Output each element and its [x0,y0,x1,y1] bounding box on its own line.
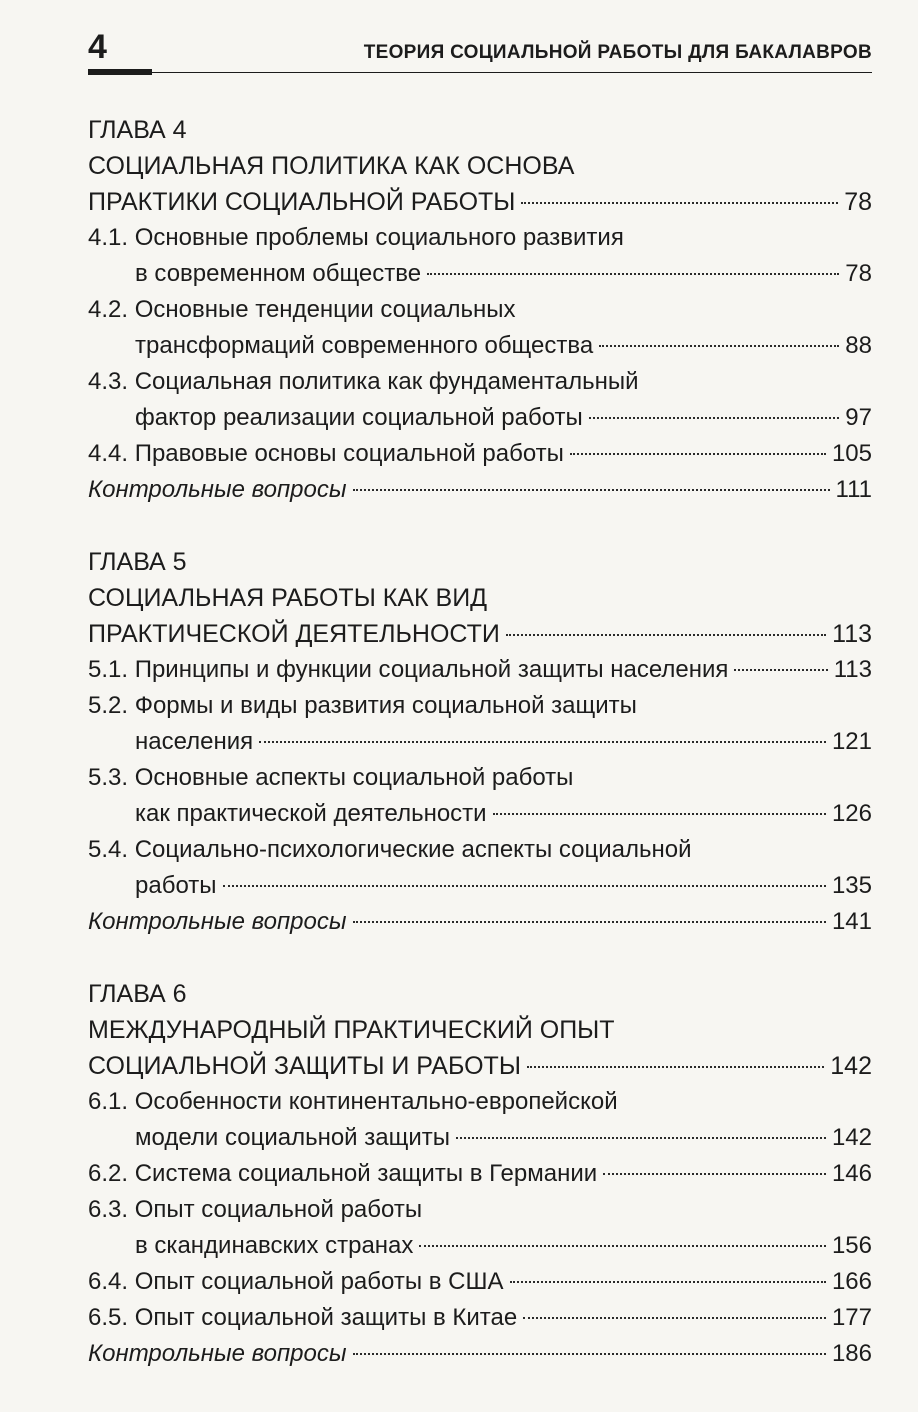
toc-entry-5-2[interactable] [88,688,872,760]
toc-entry-4-4[interactable] [88,436,872,472]
section-title: 6.3. Опыт социальной работы [88,1196,423,1223]
section-title: 6.4. Опыт социальной работы в США [88,1268,504,1295]
page-header [0,0,918,90]
dot-leader [527,1066,824,1068]
section-title-cont: работы [135,872,217,899]
chapter-title-line: ПРАКТИЧЕСКОЙ ДЕЯТЕЛЬНОСТИ [88,620,500,648]
dot-leader [603,1173,826,1175]
section-title-cont: как практической деятельности [135,800,487,827]
page-ref: 78 [845,260,872,287]
page-ref: 142 [831,1124,872,1151]
toc-entry-questions[interactable] [88,1336,872,1372]
dot-leader [599,345,839,347]
section-title: 5.2. Формы и виды развития социальной защиты [88,692,637,719]
dot-leader [510,1281,826,1283]
dot-leader [223,885,826,887]
toc-entry-6-5[interactable] [88,1300,872,1336]
page-ref: 135 [831,872,872,899]
dot-leader [419,1245,826,1247]
page-ref: 166 [831,1268,872,1295]
page-ref: 97 [845,404,872,431]
chapter-label: ГЛАВА 5 [88,548,187,576]
page-ref: 146 [831,1160,872,1187]
dot-leader [353,1353,826,1355]
chapter-title-line: ПРАКТИКИ СОЦИАЛЬНОЙ РАБОТЫ [88,188,516,216]
dot-leader [493,813,826,815]
toc-entry-questions[interactable] [88,472,872,508]
chapter-title-line: СОЦИАЛЬНАЯ РАБОТЫ КАК ВИД [88,584,488,612]
chapter-label: ГЛАВА 4 [88,116,187,144]
toc-entry-4-2[interactable] [88,292,872,364]
chapter-5 [88,544,872,940]
section-title: 4.4. Правовые основы социальной работы [88,440,564,467]
toc-entry-6-4[interactable] [88,1264,872,1300]
section-title: 6.5. Опыт социальной защиты в Китае [88,1304,518,1331]
section-title-cont: в современном обществе [135,260,422,287]
page-ref: 142 [830,1052,872,1080]
dot-leader [523,1317,826,1319]
chapter-6 [88,976,872,1372]
toc-entry-4-1[interactable] [88,220,872,292]
toc-entry-4-3[interactable] [88,364,872,436]
dot-leader [589,417,840,419]
chapter-title-entry[interactable] [88,1048,872,1084]
section-title: 5.3. Основные аспекты социальной работы [88,764,574,791]
section-title-cont: фактор реализации социальной работы [135,404,583,431]
page-ref: 113 [832,620,872,648]
page-ref: 113 [833,656,872,683]
page-ref: 156 [831,1232,872,1259]
page-ref: 121 [831,728,872,755]
toc-entry-5-3[interactable] [88,760,872,832]
page-ref: 88 [845,332,872,359]
section-title-cont: модели социальной защиты [135,1124,450,1151]
questions-label: Контрольные вопросы [88,908,347,935]
chapter-title-line: СОЦИАЛЬНОЙ ЗАЩИТЫ И РАБОТЫ [88,1052,521,1080]
page-ref: 105 [831,440,872,467]
section-title: 5.4. Социально-психологические аспекты социальной [88,836,692,863]
dot-leader [570,453,826,455]
chapter-4 [88,112,872,508]
questions-label: Контрольные вопросы [88,1340,347,1367]
section-title: 6.2. Система социальной защиты в Германии [88,1160,598,1187]
chapter-title-line: СОЦИАЛЬНАЯ ПОЛИТИКА КАК ОСНОВА [88,152,575,180]
section-title-cont: трансформаций современного общества [135,332,594,359]
table-of-contents [88,112,872,1384]
toc-entry-6-2[interactable] [88,1156,872,1192]
section-title: 4.1. Основные проблемы социального развития [88,224,624,251]
page-ref: 78 [844,188,872,216]
dot-leader [427,273,839,275]
dot-leader [734,669,827,671]
dot-leader [353,921,826,923]
section-title: 6.1. Особенности континентально-европейской [88,1088,618,1115]
page-number: 4 [88,28,107,66]
page-ref: 126 [831,800,872,827]
running-title: ТЕОРИЯ СОЦИАЛЬНОЙ РАБОТЫ ДЛЯ БАКАЛАВРОВ [363,42,872,63]
section-title: 4.3. Социальная политика как фундаментальный [88,368,639,395]
dot-leader [456,1137,826,1139]
toc-entry-5-1[interactable] [88,652,872,688]
chapter-title-entry[interactable] [88,184,872,220]
page-ref: 177 [831,1304,872,1331]
section-title: 5.1. Принципы и функции социальной защиты населения [88,656,729,683]
header-rule-thin [152,72,872,73]
chapter-title-line: МЕЖДУНАРОДНЫЙ ПРАКТИЧЕСКИЙ ОПЫТ [88,1016,615,1044]
chapter-label: ГЛАВА 6 [88,980,187,1008]
section-title-cont: в скандинавских странах [135,1232,414,1259]
questions-label: Контрольные вопросы [88,476,347,503]
toc-entry-questions[interactable] [88,904,872,940]
toc-entry-5-4[interactable] [88,832,872,904]
dot-leader [259,741,826,743]
section-title-cont: населения [135,728,254,755]
dot-leader [506,634,826,636]
page-ref: 111 [835,476,872,503]
dot-leader [353,489,830,491]
dot-leader [521,202,838,204]
page-ref: 141 [831,908,872,935]
section-title: 4.2. Основные тенденции социальных [88,296,516,323]
toc-entry-6-1[interactable] [88,1084,872,1156]
header-rule-thick [88,69,152,75]
toc-entry-6-3[interactable] [88,1192,872,1264]
chapter-title-entry[interactable] [88,616,872,652]
page-ref: 186 [831,1340,872,1367]
